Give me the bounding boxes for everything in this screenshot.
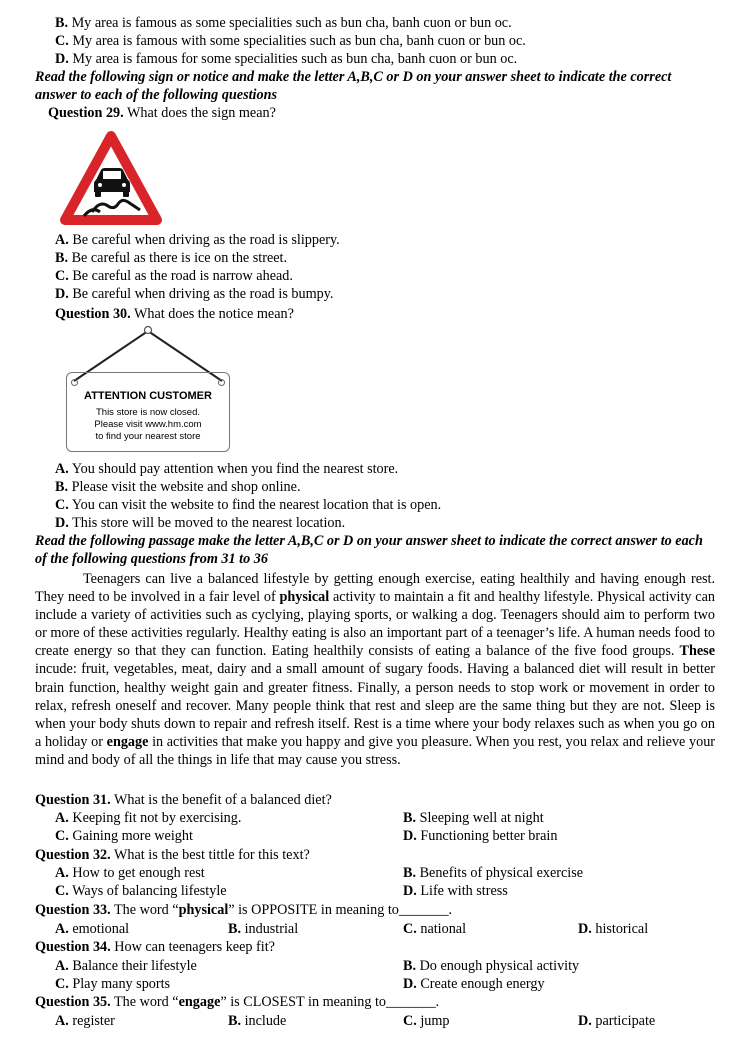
q33-option-a: A. emotional bbox=[55, 921, 130, 937]
instruction-passage: Read the following passage make the letter A,B,C or D on your answer sheet to indicate the correct answer to each of the following questions from 31 to 36 bbox=[35, 533, 703, 567]
q28-option-c: C. My area is famous with some specialities such as bun cha, banh cuon or bun oc. bbox=[55, 33, 526, 49]
q32-option-c: C. Ways of balancing lifestyle bbox=[55, 883, 227, 899]
q30-option-b: B. Please visit the website and shop online. bbox=[55, 479, 301, 495]
q33-option-d: D. historical bbox=[578, 921, 649, 937]
q33-stem: Question 33. The word “physical” is OPPOSITE in meaning to_______. bbox=[35, 902, 453, 918]
q33-option-b: B. industrial bbox=[228, 921, 299, 937]
slippery-road-sign-icon bbox=[56, 124, 166, 230]
q30-option-c: C. You can visit the website to find the nearest location that is open. bbox=[55, 497, 442, 513]
q35-option-c: C. jump bbox=[403, 1013, 450, 1029]
notice-hole-left-icon bbox=[71, 379, 78, 386]
q31-option-c: C. Gaining more weight bbox=[55, 828, 193, 844]
q31-option-a: A. Keeping fit not by exercising. bbox=[55, 810, 242, 826]
notice-title: ATTENTION CUSTOMER bbox=[84, 390, 212, 402]
notice-hole-right-icon bbox=[218, 379, 225, 386]
q33-option-c: C. national bbox=[403, 921, 467, 937]
q30-option-a: A. You should pay attention when you find the nearest store. bbox=[55, 461, 399, 477]
reading-passage: Teenagers can live a balanced lifestyle by getting enough exercise, eating healthily and having enough rest. They need to be involved in a fair level of physical activity to maintain a fit and healthy lifestyle. Physical activity can include a variety of activities such as cyclying, playing sports, or walking a dog. Teenagers should aim to perform two or more of these activities regularly. Healthy eating is also an important part of a teenager’s life. A human needs food to create energy so that they can function. Eating healthily consists of eating a balance of the five food groups. These incude: fruit, vegetables, meat, dairy and a small amount of sugary foods. Having a balanced diet will result in better brain function, healthy weight gain and greater fitness. Finally, a person needs to stop work or movement in order to relax, refresh oneself and recover. Many people think that rest and sleep are the same thing but they are not. Sleep is when your body shuts down to repair and refresh itself. Rest is a time where your body relaxes such as when you go on a holiday or engage in activities that make you happy and give you pleasure. When you rest, you relax and relieve your mind and body of all the things in life that may cause you stress. bbox=[35, 571, 716, 768]
q31-option-d: D. Functioning better brain bbox=[403, 828, 558, 844]
q29-option-d: D. Be careful when driving as the road is bumpy. bbox=[55, 286, 334, 302]
q28-option-d: D. My area is famous for some specialities such as bun cha, banh cuon or bun oc. bbox=[55, 51, 518, 67]
q35-option-b: B. include bbox=[228, 1013, 287, 1029]
q32-option-a: A. How to get enough rest bbox=[55, 865, 205, 881]
q29-option-c: C. Be careful as the road is narrow ahead. bbox=[55, 268, 293, 284]
q29-stem: Question 29. What does the sign mean? bbox=[48, 105, 276, 121]
q31-stem: Question 31. What is the benefit of a balanced diet? bbox=[35, 792, 332, 808]
q28-option-b: B. My area is famous as some specialities such as bun cha, banh cuon or bun oc. bbox=[55, 15, 512, 31]
q31-option-b: B. Sleeping well at night bbox=[403, 810, 544, 826]
q30-stem: Question 30. What does the notice mean? bbox=[55, 306, 294, 322]
q30-option-d: D. This store will be moved to the nearest location. bbox=[55, 515, 346, 531]
q34-option-c: C. Play many sports bbox=[55, 976, 171, 992]
q29-option-a: A. Be careful when driving as the road is slippery. bbox=[55, 232, 340, 248]
q35-stem: Question 35. The word “engage” is CLOSEST in meaning to_______. bbox=[35, 994, 440, 1010]
q34-option-d: D. Create enough energy bbox=[403, 976, 545, 992]
q32-option-d: D. Life with stress bbox=[403, 883, 508, 899]
q29-option-b: B. Be careful as there is ice on the street. bbox=[55, 250, 288, 266]
q35-option-a: A. register bbox=[55, 1013, 115, 1029]
q34-stem: Question 34. How can teenagers keep fit? bbox=[35, 939, 275, 955]
notice-body: This store is now closed. Please visit www.hm.com to find your nearest store bbox=[94, 407, 202, 442]
notice-board bbox=[66, 372, 230, 452]
q35-option-d: D. participate bbox=[578, 1013, 656, 1029]
q34-option-b: B. Do enough physical activity bbox=[403, 958, 580, 974]
q32-stem: Question 32. What is the best tittle for this text? bbox=[35, 847, 310, 863]
q32-option-b: B. Benefits of physical exercise bbox=[403, 865, 584, 881]
q34-option-a: A. Balance their lifestyle bbox=[55, 958, 197, 974]
instruction-signs: Read the following sign or notice and make the letter A,B,C or D on your answer sheet to indicate the correct answer to each of the following questions bbox=[35, 69, 672, 103]
